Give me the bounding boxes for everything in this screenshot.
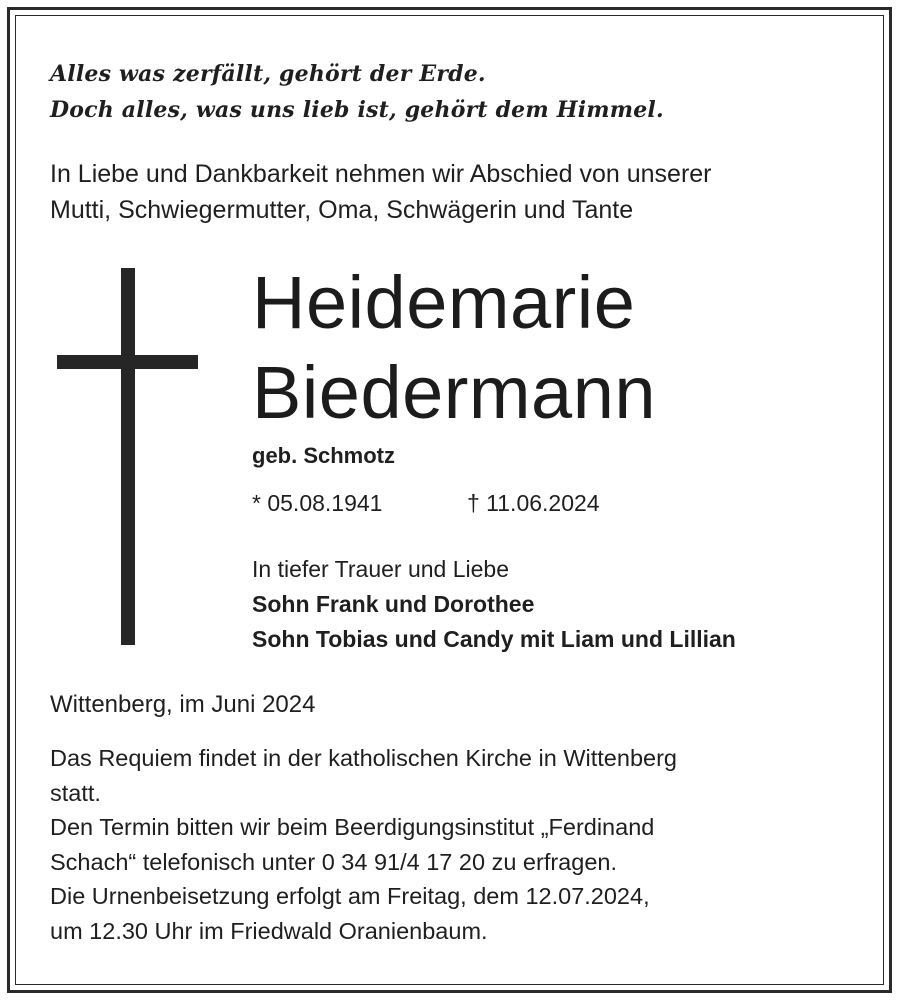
intro-line-2: Mutti, Schwiegermutter, Oma, Schwägerin und Tante — [50, 196, 634, 224]
deceased-name — [252, 258, 656, 438]
mourner-family-1: Sohn Frank und Dorothee — [252, 591, 535, 617]
place-and-date: Wittenberg, im Juni 2024 — [50, 691, 316, 718]
life-dates — [252, 487, 600, 519]
motto-line-1: Alles was zerfällt, gehört der Erde. — [50, 61, 486, 87]
deceased-last-name: Biedermann — [252, 351, 657, 434]
motto-line-2: Doch alles, was uns lieb ist, gehört dem Himmel. — [50, 97, 664, 123]
birth-date: * 05.08.1941 — [252, 490, 383, 516]
deceased-first-name: Heidemarie — [252, 261, 636, 344]
cross-vertical-bar — [121, 268, 135, 645]
notes-line-5: Die Urnenbeisetzung erfolgt am Freitag, dem 12.07.2024, — [50, 883, 650, 909]
notes-line-1: Das Requiem findet in der katholischen Kirche in Wittenberg — [50, 745, 677, 771]
notes-line-2: statt. — [50, 779, 101, 806]
notes-line-4: Schach“ telefonisch unter 0 34 91/4 17 20 zu erfragen. — [50, 848, 617, 875]
mourners-block — [252, 552, 736, 657]
mourner-family-2: Sohn Tobias und Candy mit Liam und Lillian — [252, 626, 736, 652]
intro-text — [50, 156, 712, 228]
motto-quote — [50, 56, 664, 128]
funeral-notes — [50, 741, 677, 948]
notes-line-3: Den Termin bitten wir beim Beerdigungsinstitut „Ferdinand — [50, 814, 655, 840]
notes-line-6: um 12.30 Uhr im Friedwald Oranienbaum. — [50, 917, 488, 944]
intro-line-1: In Liebe und Dankbarkeit nehmen wir Abschied von unserer — [50, 160, 712, 188]
maiden-name: geb. Schmotz — [252, 443, 396, 468]
mourners-intro: In tiefer Trauer und Liebe — [252, 556, 509, 582]
death-date: † 11.06.2024 — [467, 490, 600, 516]
cross-horizontal-bar — [57, 355, 198, 369]
